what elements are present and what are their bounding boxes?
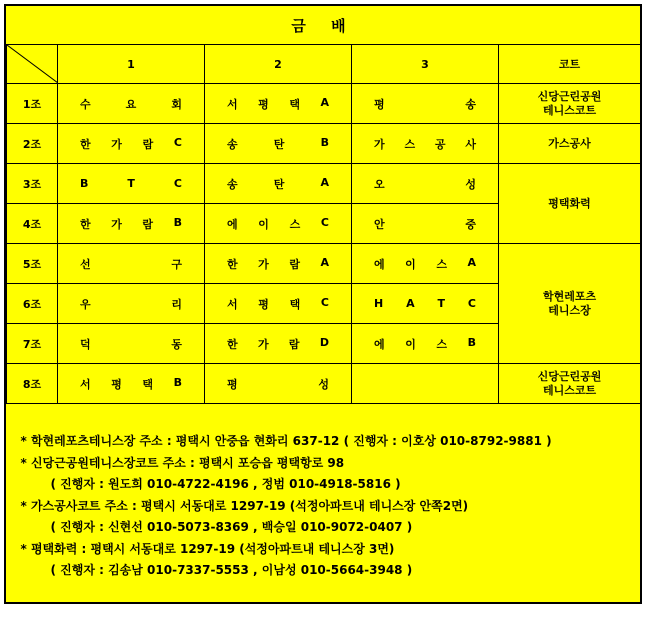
table-row bbox=[7, 124, 641, 164]
team-char: 서 bbox=[80, 376, 91, 392]
group-label: 5조 bbox=[7, 244, 58, 284]
team-char: 스 bbox=[404, 136, 415, 152]
team-char: 회 bbox=[171, 96, 182, 112]
team-char: B bbox=[174, 216, 182, 232]
group-label: 2조 bbox=[7, 124, 58, 164]
table-row bbox=[7, 164, 641, 204]
team-char: 스 bbox=[290, 216, 301, 232]
diagonal-line bbox=[7, 45, 58, 83]
note-line: ( 진행자 : 원도희 010-4722-4196 , 정범 010-4918-5816 ) bbox=[21, 474, 641, 496]
note-line: ( 진행자 : 신현선 010-5073-8369 , 백승일 010-9072-0407 ) bbox=[21, 517, 641, 539]
court-cell bbox=[499, 244, 641, 364]
court-name: 학현레포츠 bbox=[499, 290, 640, 304]
court-cell bbox=[499, 124, 641, 164]
team-char: C bbox=[321, 296, 329, 312]
team-char: 오 bbox=[374, 176, 385, 192]
team-char: 가 bbox=[111, 216, 122, 232]
team-char: 에 bbox=[227, 216, 238, 232]
team-cell bbox=[352, 84, 499, 124]
team-cell bbox=[58, 84, 205, 124]
team-char: 수 bbox=[80, 96, 91, 112]
team-cell bbox=[352, 164, 499, 204]
team-char: 택 bbox=[142, 376, 153, 392]
team-char: B bbox=[80, 177, 88, 190]
note-line: * 학현레포츠테니스장 주소 : 평택시 안중읍 현화리 637-12 ( 진행자 : 이호상 010-8792-9881 ) bbox=[21, 431, 641, 453]
court-name: 테니스코트 bbox=[499, 104, 640, 118]
team-char: A bbox=[320, 96, 329, 112]
team-char: A bbox=[320, 256, 329, 272]
team-char: 이 bbox=[405, 256, 416, 272]
team-char: B bbox=[321, 136, 329, 152]
team-char: 동 bbox=[171, 336, 182, 352]
team-char: 람 bbox=[142, 216, 153, 232]
team-char: H bbox=[374, 297, 383, 310]
team-char: B bbox=[468, 336, 476, 352]
venue-notes bbox=[7, 404, 641, 625]
team-char: C bbox=[174, 136, 182, 152]
team-char: 평 bbox=[374, 96, 385, 112]
team-char: 이 bbox=[405, 336, 416, 352]
group-label: 4조 bbox=[7, 204, 58, 244]
team-char: 한 bbox=[80, 216, 91, 232]
team-char: 람 bbox=[289, 336, 300, 352]
team-char: A bbox=[467, 256, 476, 272]
team-cell bbox=[58, 164, 205, 204]
column-header-3: 3 bbox=[352, 45, 499, 84]
team-cell bbox=[58, 284, 205, 324]
team-cell bbox=[58, 324, 205, 364]
team-char: 에 bbox=[374, 256, 385, 272]
bracket-sheet bbox=[4, 4, 642, 604]
team-char: T bbox=[127, 177, 135, 190]
team-char: T bbox=[438, 297, 446, 310]
team-char: D bbox=[320, 336, 329, 352]
team-cell bbox=[352, 244, 499, 284]
team-cell bbox=[352, 324, 499, 364]
team-char: 평 bbox=[258, 96, 269, 112]
team-char: 공 bbox=[435, 136, 446, 152]
team-cell bbox=[205, 124, 352, 164]
court-name: 테니스코트 bbox=[499, 384, 640, 398]
team-char: 서 bbox=[227, 296, 238, 312]
group-label: 3조 bbox=[7, 164, 58, 204]
team-cell bbox=[205, 204, 352, 244]
table-row bbox=[7, 244, 641, 284]
court-name: 신당근린공원 bbox=[499, 370, 640, 384]
team-cell bbox=[205, 164, 352, 204]
team-char: 송 bbox=[465, 96, 476, 112]
team-char: 성 bbox=[318, 376, 329, 392]
team-char: 가 bbox=[258, 256, 269, 272]
court-cell bbox=[499, 364, 641, 404]
group-label: 8조 bbox=[7, 364, 58, 404]
court-cell bbox=[499, 164, 641, 244]
team-char: 탄 bbox=[274, 176, 285, 192]
team-char: 람 bbox=[143, 136, 154, 152]
note-line: ( 진행자 : 김송남 010-7337-5553 , 이남성 010-5664-3948 ) bbox=[21, 560, 641, 582]
court-name: 테니스장 bbox=[499, 304, 640, 318]
team-char: B bbox=[174, 376, 182, 392]
header-corner bbox=[7, 45, 58, 84]
team-cell bbox=[205, 364, 352, 404]
team-char: 이 bbox=[258, 216, 269, 232]
team-char: C bbox=[468, 297, 476, 310]
team-char: 송 bbox=[227, 136, 238, 152]
note-line: * 가스공사코트 주소 : 평택시 서동대로 1297-19 (석정아파트내 테니스장 안쪽2면) bbox=[21, 496, 641, 518]
team-cell bbox=[58, 204, 205, 244]
team-char: 택 bbox=[289, 96, 300, 112]
team-cell bbox=[205, 284, 352, 324]
team-char: 평 bbox=[227, 376, 238, 392]
team-char: 한 bbox=[227, 336, 238, 352]
team-char: 가 bbox=[111, 136, 122, 152]
team-char: 안 bbox=[374, 216, 385, 232]
team-char: 탄 bbox=[274, 136, 285, 152]
team-cell bbox=[58, 244, 205, 284]
team-cell bbox=[352, 204, 499, 244]
team-cell bbox=[58, 124, 205, 164]
team-char: 요 bbox=[126, 96, 137, 112]
team-char: 성 bbox=[465, 176, 476, 192]
court-name: 가스공사 bbox=[499, 137, 640, 151]
team-char: 에 bbox=[374, 336, 385, 352]
group-label: 7조 bbox=[7, 324, 58, 364]
team-char: 송 bbox=[227, 176, 238, 192]
group-table bbox=[6, 6, 641, 625]
team-char: 한 bbox=[80, 136, 91, 152]
note-line: * 신당근공원테니스장코트 주소 : 평택시 포승읍 평택항로 98 bbox=[21, 453, 641, 475]
group-label: 1조 bbox=[7, 84, 58, 124]
team-cell bbox=[58, 364, 205, 404]
team-char: 중 bbox=[465, 216, 476, 232]
team-char: 서 bbox=[227, 96, 238, 112]
team-cell bbox=[352, 284, 499, 324]
team-char: 리 bbox=[171, 296, 182, 312]
team-cell bbox=[352, 364, 499, 404]
team-char: 람 bbox=[289, 256, 300, 272]
team-char: 평 bbox=[111, 376, 122, 392]
team-char: 스 bbox=[436, 256, 447, 272]
table-row bbox=[7, 84, 641, 124]
team-char: C bbox=[321, 216, 329, 232]
team-cell bbox=[352, 124, 499, 164]
team-char: 스 bbox=[436, 336, 447, 352]
column-header-2: 2 bbox=[205, 45, 352, 84]
table-row bbox=[7, 364, 641, 404]
team-char: 택 bbox=[290, 296, 301, 312]
team-char: 가 bbox=[258, 336, 269, 352]
team-char: 평 bbox=[258, 296, 269, 312]
group-label: 6조 bbox=[7, 284, 58, 324]
team-char: 사 bbox=[465, 136, 476, 152]
column-header-1: 1 bbox=[58, 45, 205, 84]
team-char: 우 bbox=[80, 296, 91, 312]
page-title: 금 배 bbox=[7, 6, 641, 45]
court-name: 평택화력 bbox=[499, 197, 640, 211]
team-cell bbox=[205, 244, 352, 284]
team-cell bbox=[205, 324, 352, 364]
court-cell bbox=[499, 84, 641, 124]
note-line: * 평택화력 : 평택시 서동대로 1297-19 (석정아파트내 테니스장 3면) bbox=[21, 539, 641, 561]
team-char: A bbox=[320, 176, 329, 192]
team-char: 가 bbox=[374, 136, 385, 152]
team-char: 구 bbox=[171, 256, 182, 272]
team-char: C bbox=[174, 177, 182, 190]
court-name: 신당근린공원 bbox=[499, 90, 640, 104]
team-char: A bbox=[406, 297, 415, 310]
team-char: 선 bbox=[80, 256, 91, 272]
team-char: 한 bbox=[227, 256, 238, 272]
team-cell bbox=[205, 84, 352, 124]
team-char: 덕 bbox=[80, 336, 91, 352]
column-header-court: 코트 bbox=[499, 45, 641, 84]
